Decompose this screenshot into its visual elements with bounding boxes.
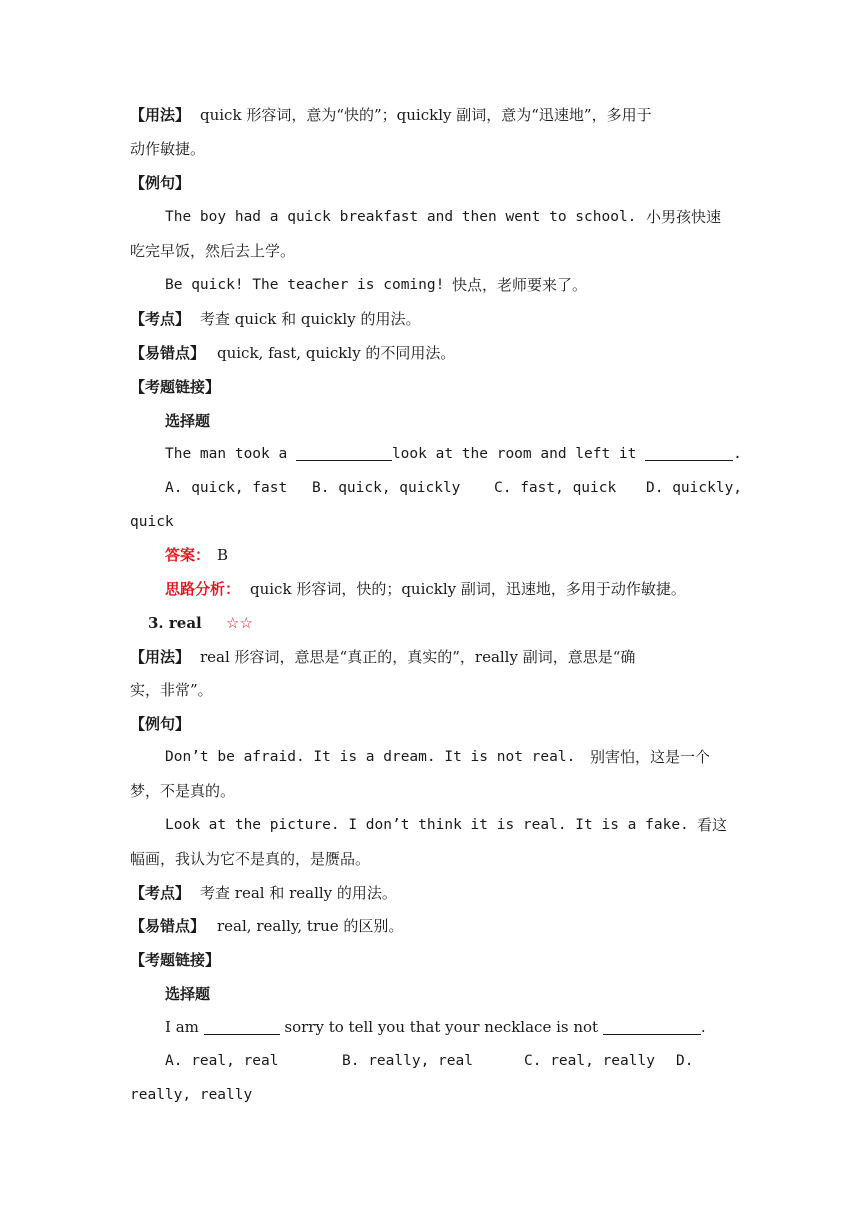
real-example-1-line-2 [0,777,860,805]
error-point-label: 【易错点】 [130,344,206,362]
quick-example-2 [0,271,860,299]
real-example-1-line-1 [0,743,860,771]
real-error-point [0,912,860,940]
real-usage-line-1 [0,643,860,671]
option-d: D. quickly, [646,480,743,496]
test-point-text: 考查 quick 和 quickly 的用法。 [200,310,421,328]
real-question [0,1013,860,1041]
quick-options [0,474,860,502]
example-label: 【例句】 [130,715,191,733]
test-point-label: 【考点】 [130,884,191,902]
option-d-cont: quick [130,514,174,530]
option-c: C. real, really [524,1053,655,1069]
example-sentence-cn: 快点，老师要来了。 [452,276,588,294]
difficulty-stars: ☆☆ [226,614,253,632]
quick-usage-line-2 [0,135,860,163]
exam-link-label: 【考题链接】 [130,378,221,396]
example-sentence-cn: 看这 [697,816,728,834]
analysis-text: quick 形容词，快的；quickly 副词，迅速地，多用于动作敏捷。 [250,580,686,598]
quick-question [0,440,860,468]
exam-link-label: 【考题链接】 [130,951,221,969]
quick-answer [0,541,860,569]
quick-example-1-line-2 [0,237,860,265]
usage-text-cont: 实，非常”。 [130,681,213,699]
quick-test-point [0,305,860,333]
error-point-text: real, really, true 的区别。 [217,917,404,935]
option-a: A. quick, fast [165,480,288,496]
answer-label: 答案： [165,546,211,564]
answer-blank [204,1017,280,1035]
choice-label: 选择题 [165,985,211,1003]
example-sentence-cn-cont: 幅画，我认为它不是真的，是赝品。 [130,850,371,868]
example-label: 【例句】 [130,174,191,192]
usage-label: 【用法】 [130,106,191,124]
quick-choice-heading [0,407,860,435]
option-d: D. [676,1053,694,1069]
example-sentence-cn-cont: 梦，不是真的。 [130,782,236,800]
error-point-label: 【易错点】 [130,917,206,935]
option-a: A. real, real [165,1053,279,1069]
usage-text: real 形容词，意思是“真正的，真实的”，really 副词，意思是“确 [200,648,636,666]
quick-exam-link [0,373,860,401]
real-heading [0,609,860,637]
real-test-point [0,879,860,907]
option-d-cont: really, really [130,1087,253,1103]
real-example-2-line-1 [0,811,860,839]
example-sentence-cn: 别害怕，这是一个 [590,748,711,766]
quick-example-heading [0,169,860,197]
test-point-label: 【考点】 [130,310,191,328]
option-b: B. really, real [342,1053,473,1069]
real-options-cont [0,1081,860,1109]
example-sentence-en: The boy had a quick breakfast and then went to school. [165,209,637,225]
example-sentence-en: Look at the picture. I don’t think it is real. It is a fake. [165,817,689,833]
choice-label: 选择题 [165,412,211,430]
question-text: The man took a look at the room and left it . [165,440,742,468]
example-sentence-cn-cont: 吃完早饭，然后去上学。 [130,242,296,260]
quick-example-1-line-1 [0,203,860,231]
answer-value: B [217,546,229,564]
example-sentence-cn: 小男孩快速 [646,208,722,226]
example-sentence-en: Be quick! The teacher is coming! [165,277,445,293]
option-b: B. quick, quickly [312,480,461,496]
real-options [0,1047,860,1075]
quick-error-point [0,339,860,367]
test-point-text: 考查 real 和 really 的用法。 [200,884,397,902]
analysis-label: 思路分析： [165,580,241,598]
usage-text: quick 形容词，意为“快的”；quickly 副词，意为“迅速地”，多用于 [200,106,652,124]
real-choice-heading [0,980,860,1008]
answer-blank [603,1017,701,1035]
section-heading: 3. real [148,614,202,632]
real-example-2-line-2 [0,845,860,873]
real-usage-line-2 [0,676,860,704]
real-exam-link [0,946,860,974]
usage-label: 【用法】 [130,648,191,666]
example-sentence-en: Don’t be afraid. It is a dream. It is not real. [165,749,576,765]
quick-analysis [0,575,860,603]
question-text: I am sorry to tell you that your necklace is not . [165,1018,706,1036]
option-c: C. fast, quick [494,480,617,496]
quick-options-cont [0,508,860,536]
answer-blank [645,443,733,461]
usage-text-cont: 动作敏捷。 [130,140,206,158]
answer-blank [296,443,392,461]
error-point-text: quick, fast, quickly 的不同用法。 [217,344,456,362]
real-example-heading [0,710,860,738]
quick-usage-line-1 [0,101,860,129]
